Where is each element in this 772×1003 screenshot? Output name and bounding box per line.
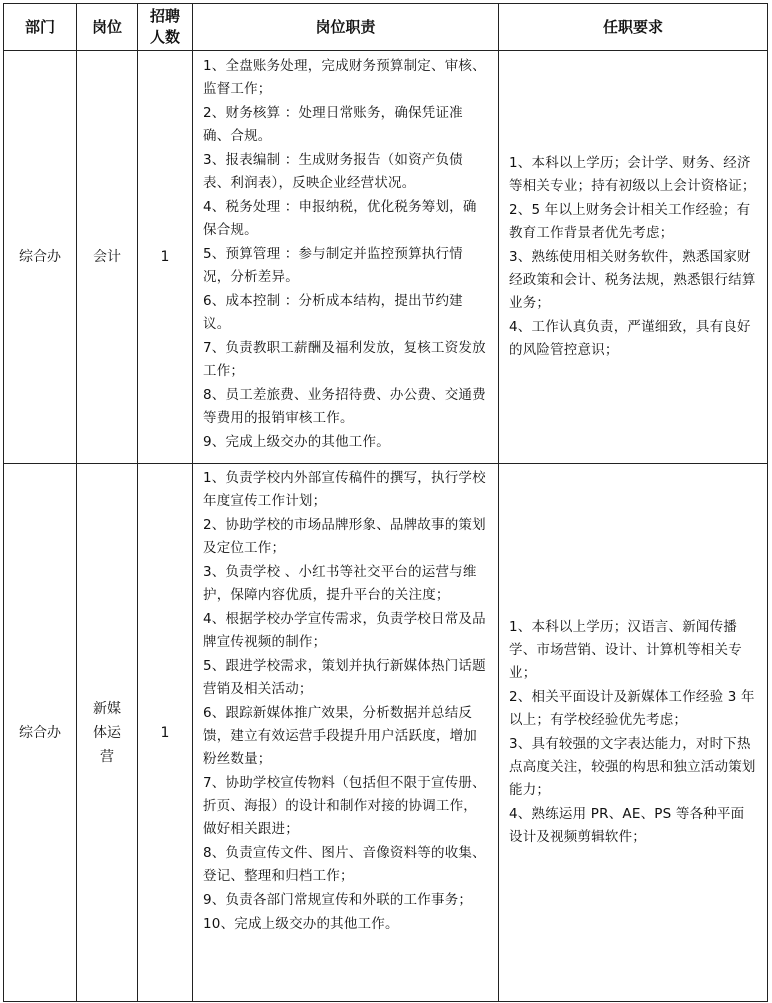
cell-duties — [193, 51, 499, 464]
cell-position: 会计 — [77, 51, 138, 464]
duty-item: 7、协助学校宣传物料（包括但不限于宣传册、折页、海报）的设计和制作对接的协调工作，做好相关跟进； — [203, 775, 486, 837]
requirement-item: 3、具有较强的文字表达能力，对时下热点高度关注，较强的构思和独立活动策划能力； — [509, 735, 756, 798]
cell-headcount: 1 — [138, 464, 193, 1002]
duties-list — [193, 51, 498, 454]
duty-item: 8、负责宣传文件、图片、音像资料等的收集、登记、整理和归档工作； — [203, 845, 486, 884]
requirement-item: 3、熟练使用相关财务软件，熟悉国家财经政策和会计、税务法规，熟悉银行结算业务； — [509, 248, 756, 311]
duty-item: 1、全盘账务处理，完成财务预算制定、审核、监督工作； — [203, 58, 486, 97]
header-position: 岗位 — [77, 4, 138, 51]
duties-list — [193, 464, 498, 936]
requirement-item: 2、相关平面设计及新媒体工作经验 3 年以上；有学校经验优先考虑； — [509, 688, 755, 728]
requirements-list — [499, 152, 767, 362]
header-duties: 岗位职责 — [193, 4, 499, 51]
cell-duties — [193, 464, 499, 1002]
cell-dept: 综合办 — [4, 51, 77, 464]
position-text: 新媒体运营 — [93, 700, 121, 765]
header-dept: 部门 — [4, 4, 77, 51]
table-row — [4, 51, 768, 464]
duty-item: 5、预算管理 ：参与制定并监控预算执行情况，分析差异。 — [203, 246, 463, 285]
requirement-item: 1、本科以上学历；汉语言、新闻传播学、市场营销、设计、计算机等相关专业； — [509, 618, 742, 681]
duty-item: 4、根据学校办学宣传需求，负责学校日常及品牌宣传视频的制作； — [203, 611, 486, 650]
cell-requirements — [499, 51, 768, 464]
table-row — [4, 464, 768, 1002]
header-headcount — [138, 4, 193, 51]
table-header-row — [4, 4, 768, 51]
duty-item: 3、报表编制 ：生成财务报告（如资产负债表、利润表），反映企业经营状况。 — [203, 152, 463, 191]
duty-item: 7、负责教职工薪酬及福利发放，复核工资发放工作； — [203, 340, 486, 379]
duty-item: 9、完成上级交办的其他工作。 — [203, 434, 390, 450]
cell-position — [77, 464, 138, 1002]
duty-item: 9、负责各部门常规宣传和外联的工作事务； — [203, 892, 473, 908]
cell-dept: 综合办 — [4, 464, 77, 1002]
duty-item: 6、成本控制 ：分析成本结构，提出节约建议。 — [203, 293, 463, 332]
header-headcount-text: 招聘人数 — [149, 7, 180, 46]
requirement-item: 1、本科以上学历；会计学、财务、经济等相关专业；持有初级以上会计资格证； — [509, 154, 756, 194]
requirement-item: 2、5 年以上财务会计相关工作经验；有教育工作背景者优先考虑； — [509, 201, 751, 241]
duty-item: 5、跟进学校需求，策划并执行新媒体热门话题营销及相关活动； — [203, 658, 486, 697]
duty-item: 6、跟踪新媒体推广效果，分析数据并总结反馈，建立有效运营手段提升用户活跃度，增加粉丝数量； — [203, 705, 477, 767]
duty-item: 1、负责学校内外部宣传稿件的撰写，执行学校年度宣传工作计划； — [203, 470, 486, 509]
job-table — [3, 3, 768, 1002]
duty-item: 10、完成上级交办的其他工作。 — [203, 916, 399, 932]
header-requirements: 任职要求 — [499, 4, 768, 51]
duty-item: 4、税务处理 ：申报纳税，优化税务筹划，确保合规。 — [203, 199, 477, 238]
requirement-item: 4、工作认真负责，严谨细致，具有良好的风险管控意识； — [509, 318, 751, 358]
duty-item: 8、员工差旅费、业务招待费、办公费、交通费等费用的报销审核工作。 — [203, 387, 486, 426]
duty-item: 3、负责学校 、小红书等社交平台的运营与维护，保障内容优质，提升平台的关注度； — [203, 564, 477, 603]
duty-item: 2、协助学校的市场品牌形象、品牌故事的策划及定位工作； — [203, 517, 486, 556]
requirement-item: 4、熟练运用 PR、AE、PS 等各种平面设计及视频剪辑软件； — [509, 805, 745, 845]
duty-item: 2、财务核算 ：处理日常账务，确保凭证准确、合规。 — [203, 105, 463, 144]
cell-requirements — [499, 464, 768, 1002]
cell-headcount: 1 — [138, 51, 193, 464]
requirements-list — [499, 616, 767, 849]
